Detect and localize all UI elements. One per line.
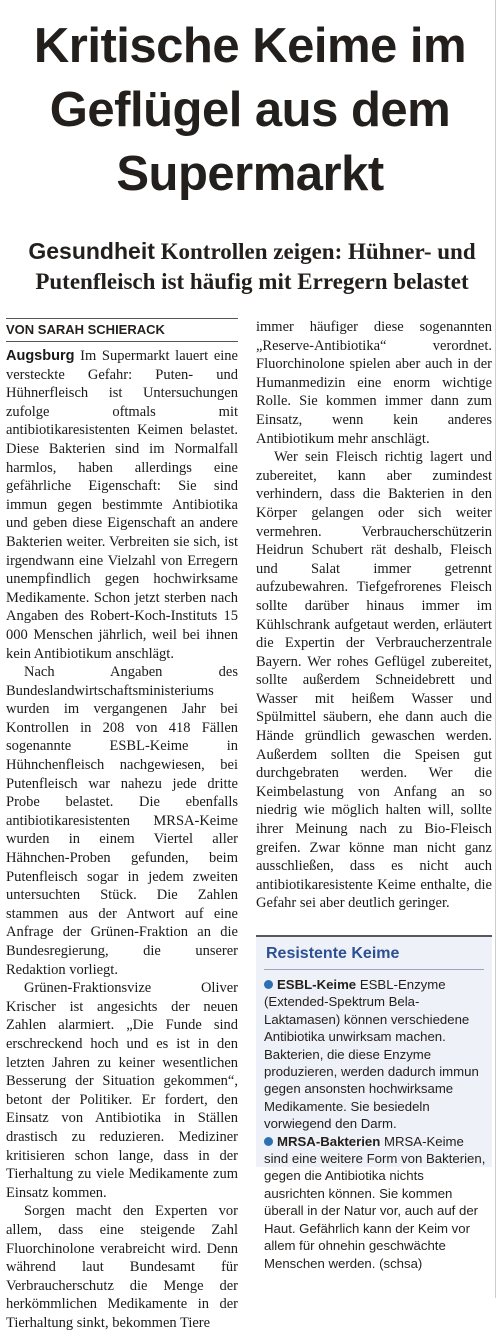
subheadline-topic: Gesundheit xyxy=(28,238,155,264)
article-column-right xyxy=(256,318,492,913)
paragraph-text: Im Supermarkt lauert eine versteckte Gefahr: Puten- und Hühnerfleisch ist Untersuchungen zufolge oftmals mit antibiotikaresistenten Keimen belastet. Diese Bakterien sind im Normalfall harmlos, haben allerdings eine gefährliche Eigenschaft: Sie sind immun gegen bestimmte Antibiotika und geben diese Eigenschaft an andere Bakterien weiter. Verbreiten sie sich, ist irgendwann eine Vielzahl von Erregern unempfindlich gegen hochwirksame Medikamente. Schon jetzt sterben nach Angaben des Robert-Koch-Instituts 15 000 Menschen jährlich, weil bei ihnen kein Antibiotikum anschlägt. xyxy=(6,348,238,662)
article-paragraph: Nach Angaben des Bundeslandwirtschaftsministeriums wurden im vergangenen Jahr bei Kontrollen in 208 von 418 Fällen sogenannte ESBL-Keime in Hühnchenfleisch nachgewiesen, bei Putenfleisch war nahezu jede dritte Probe belastet. Die ebenfalls antibiotikaresistenten MRSA-Keime wurden in einem Viertel aller Hähnchen-Proben gefunden, beim Putenfleisch sogar in jedem zweiten untersuchten Stück. Die Zahlen stammen aus der Antwort auf eine Anfrage der Grünen-Fraktion an die Bundesregierung, die unserer Redaktion vorliegt. xyxy=(6,664,238,978)
info-term: ESBL-Keime xyxy=(277,977,357,992)
byline: VON SARAH SCHIERACK xyxy=(6,322,165,337)
article-paragraph: Sorgen macht den Experten vor allem, dass eine steigende Zahl Fluorchinolone verabreicht wird. Denn während laut Bundesamt für Verbraucherschutz die Menge der herkömmlichen Medikamente in der Tierhaltung sinkt, bekommen Tiere xyxy=(6,1203,238,1331)
info-text: MRSA-Keime sind eine weitere Form von Bakterien, gegen die Antibiotika nichts ausrichten können. Sie kommen überall in der Natur vor, auch auf der Haut. Gefährlich kann der Keim vor allem für ohnehin geschwächte Menschen werden. (schsa) xyxy=(264,1133,486,1271)
info-entry-esbl xyxy=(264,976,486,1133)
byline-bar xyxy=(6,318,238,342)
info-entry-mrsa xyxy=(264,1133,486,1272)
subheadline xyxy=(12,236,492,297)
dateline: Augsburg xyxy=(6,348,75,364)
info-text: ESBL-Enzyme (Extended-Spektrum Bela-Laktamasen) können verschiedene Antibiotika unwirksam machen. Bakterien, die diese Enzyme produzieren, werden dadurch immun gegen ansonsten hochwirksame Medikamente. Sie besiedeln vorwiegend den Darm. xyxy=(264,977,479,1132)
info-term: MRSA-Bakterien xyxy=(277,1133,381,1149)
info-box-title: Resistente Keime xyxy=(266,945,400,962)
info-box xyxy=(256,935,492,1271)
page-edge-rule xyxy=(495,0,496,1298)
article-paragraph: Wer sein Fleisch richtig lagert und zubereitet, kann aber zumindest verhindern, dass die Bakterien in den Körper gelangen oder sich weiter vermehren. Verbraucherschützerin Heidrun Schubert rät deshalb, Fleisch und Salat immer getrennt aufzubewahren. Tiefgefrorenes Fleisch sollte darüber hinaus immer im Kühlschrank aufgetaut werden, erläutert die Expertin der Verbraucherzentrale Bayern. Wer rohes Geflügel zubereitet, sollte außerdem Schneidebrett und Wasser mit heißem Wasser und Spülmittel säubern, ehe dann auch die Hände gründlich gewaschen werden. Außerdem sollten die Speisen gut durchgebraten werden. Wer die Keimbelastung von Anfang an so niedrig wie möglich halten will, sollte ihrer Meinung nach zu Bio-Fleisch greifen. Zwar könne man nicht ganz ausschließen, dass es nicht auch antibiotikaresistente Keime enthalte, die Gefahr sei aber deutlich geringer. xyxy=(256,449,492,912)
subheadline-text: Kontrollen zeigen: Hühner- und Putenfleisch ist häufig mit Erregern belastet xyxy=(35,239,476,294)
info-box-divider xyxy=(264,969,484,970)
bullet-icon xyxy=(264,980,273,989)
article-paragraph xyxy=(6,347,238,663)
bullet-icon xyxy=(264,1137,273,1146)
article-paragraph-continued: immer häufiger diese sogenannten „Reserve-Antibiotika“ verordnet. Fluorchinolone spielen aber auch in der Humanmedizin eine enorm wichtige Rolle. Sie kommen immer dann zum Einsatz, wenn kein anderes Antibiotikum mehr anschlägt. xyxy=(256,319,492,447)
headline: Kritische Keime im Geflügel aus dem Supermarkt xyxy=(33,19,467,201)
article-paragraph: Grünen-Fraktionsvize Oliver Krischer ist angesichts der neuen Zahlen alarmiert. „Die Funde sind erschreckend hoch und es ist in den letzten Jahren zu keiner wesentlichen Besserung der Situation gekommen“, betont der Politiker. Er fordert, den Einsatz von Antibiotika in Ställen drastisch zu reduzieren. Mediziner kritisieren schon lange, dass in der Tierhaltung zu viele Medikamente zum Einsatz kommen. xyxy=(6,980,238,1201)
article-column-left xyxy=(6,318,238,1332)
